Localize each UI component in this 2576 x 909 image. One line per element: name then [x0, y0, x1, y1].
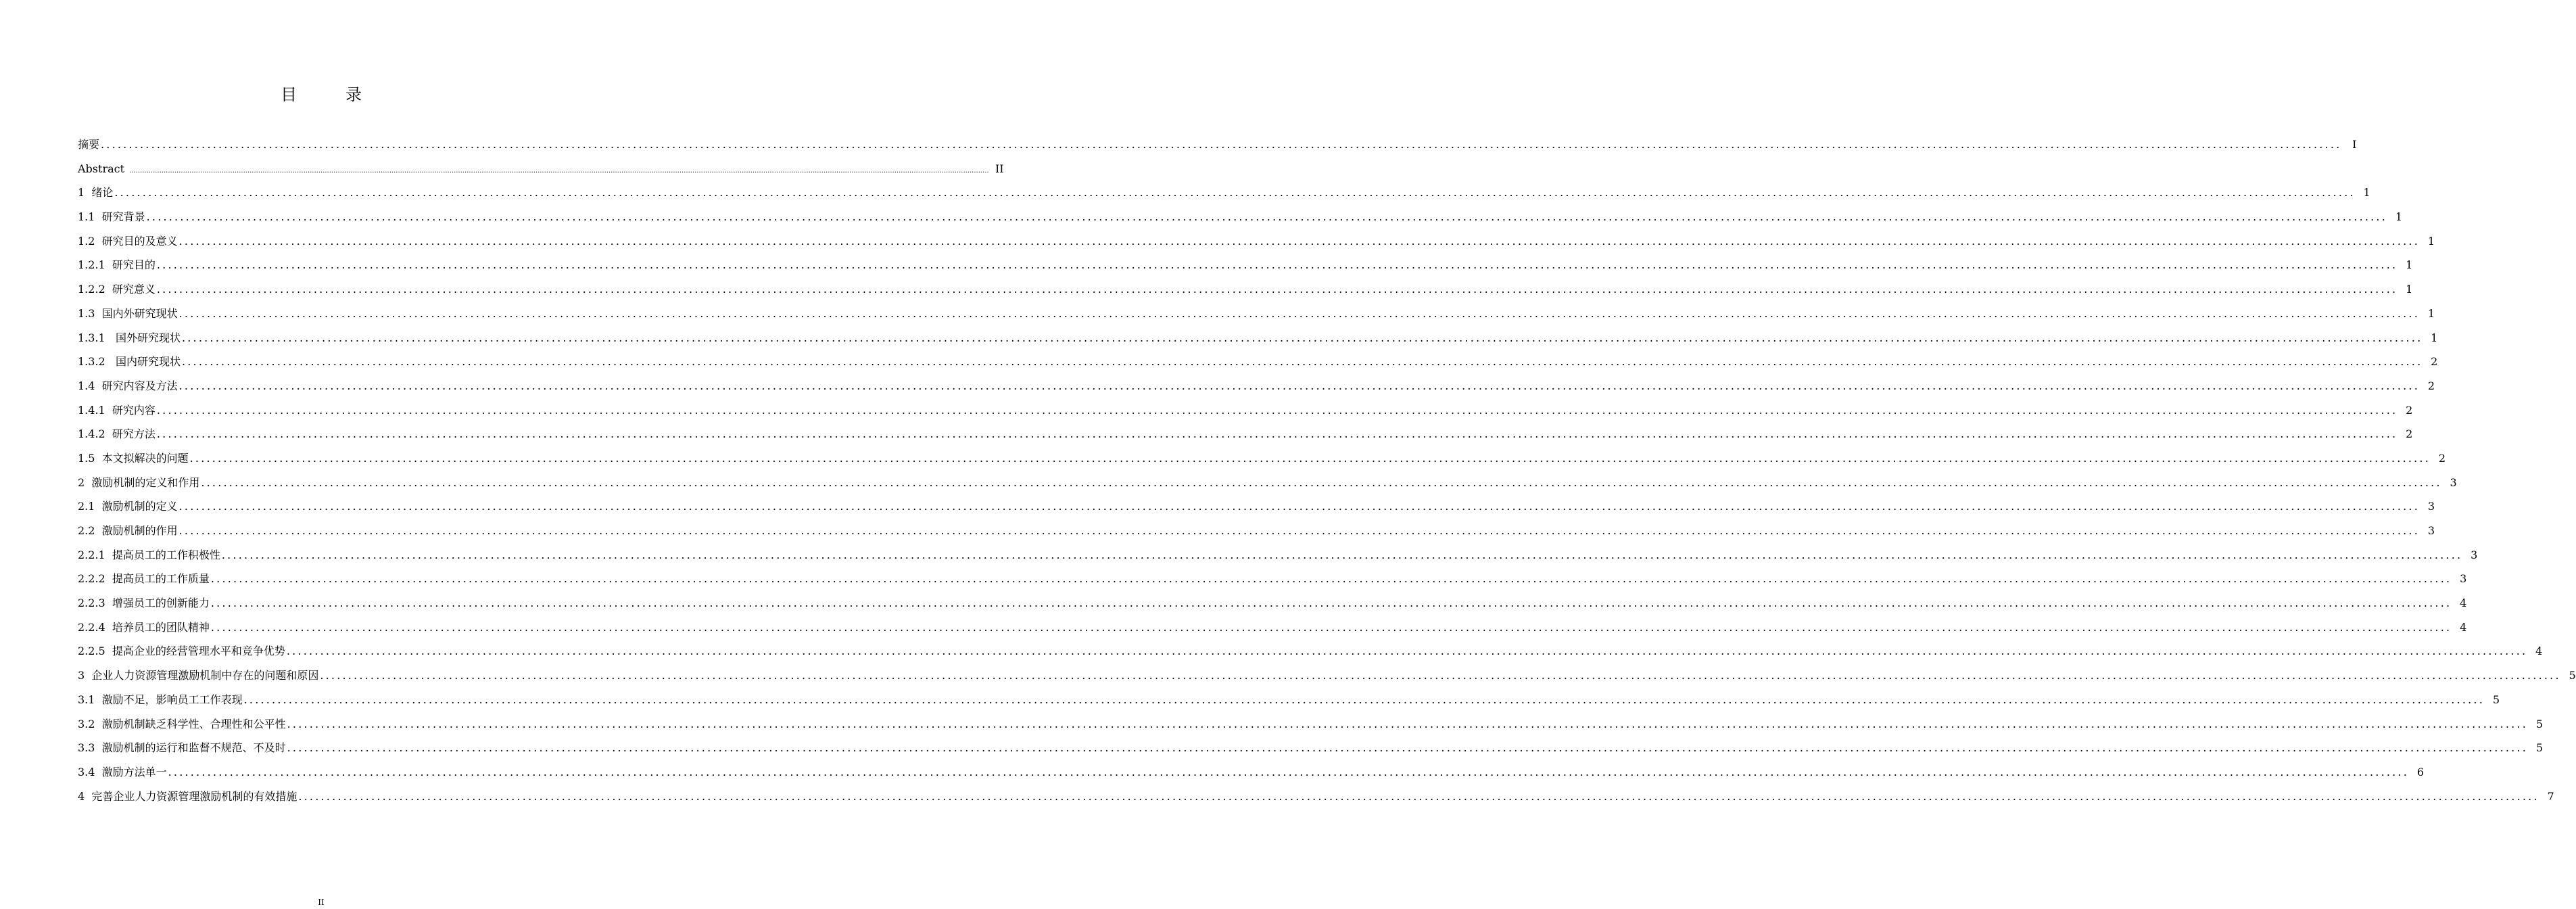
toc-entry-label: 2.2.5 提高企业的经营管理水平和竞争优势 — [78, 645, 285, 658]
toc-entry-page: 7 — [2547, 789, 2554, 803]
toc-entry-page: 2 — [2438, 451, 2446, 465]
toc-entry[interactable] — [78, 422, 2413, 446]
toc-dot-leader: ................................................................................................................................................................................................................................................................................................................................................................................................................ — [156, 403, 2398, 417]
toc-entry-label: 3 企业人力资源管理激励机制中存在的问题和原因 — [78, 669, 319, 682]
toc-entry-label: 2 激励机制的定义和作用 — [78, 475, 200, 489]
toc-entry-label: 2.2.4 培养员工的团队精神 — [78, 620, 210, 634]
toc-entry[interactable] — [78, 277, 2413, 302]
toc-entry-page: 2 — [2406, 403, 2413, 417]
toc-entry-page: 4 — [2460, 597, 2467, 610]
toc-entry-page: 1 — [2406, 258, 2413, 272]
toc-dot-leader: ................................................................................................................................................................................................................................................................................................................................................................................................................ — [114, 186, 2356, 200]
toc-entry-label: 2.2 激励机制的作用 — [78, 524, 178, 537]
table-of-contents — [78, 133, 2576, 808]
toc-entry[interactable] — [78, 639, 2543, 663]
toc-entry-label: 1.4.1 研究内容 — [78, 403, 156, 417]
toc-entry[interactable] — [78, 736, 2543, 760]
toc-entry-page: I — [2352, 138, 2357, 151]
toc-dot-leader: ................................................................................................................................................................................................................................................................................................................................................................................................................ — [287, 717, 2528, 730]
toc-entry[interactable] — [78, 133, 2357, 157]
toc-dot-leader: ................................................................................................................................................................................................................................................................................................................................................................................................................ — [178, 500, 2420, 513]
toc-dot-leader: ................................................................................................................................................................................................................................................................................................................................................................................................................ — [101, 138, 2342, 151]
toc-entry-page: 1 — [2427, 234, 2435, 248]
toc-entry[interactable] — [78, 712, 2543, 737]
toc-dot-leader: ................................................................................................................................................................................................................................................................................................................................................................................................................ — [320, 669, 2561, 682]
toc-dot-leader: ................................................................................................................................................................................................................................................................................................................................................................................................................ — [210, 620, 2452, 634]
toc-dot-leader: ................................................................................................................................................................................................................................................................................................................................................................................................................ — [178, 306, 2420, 320]
toc-entry-page: 5 — [2492, 693, 2500, 706]
toc-entry-label: 2.1 激励机制的定义 — [78, 500, 178, 513]
toc-entry-page: 2 — [2406, 427, 2413, 441]
toc-dot-leader: ................................................................................................................................................................................................................................................................................................................................................................................................................ — [129, 166, 989, 174]
toc-entry-page: 1 — [2363, 186, 2370, 200]
toc-entry[interactable] — [78, 446, 2446, 471]
toc-entry-label: Abstract — [78, 162, 128, 175]
toc-entry[interactable] — [78, 229, 2435, 254]
toc-entry-page: 3 — [2427, 524, 2435, 537]
toc-entry-label: 1.2 研究目的及意义 — [78, 234, 178, 248]
toc-dot-leader: ................................................................................................................................................................................................................................................................................................................................................................................................................ — [156, 427, 2398, 441]
toc-entry[interactable] — [78, 302, 2435, 326]
toc-entry-label: 1.3.1 国外研究现状 — [78, 331, 181, 344]
toc-dot-leader: ................................................................................................................................................................................................................................................................................................................................................................................................................ — [178, 234, 2420, 248]
toc-entry-label: 3.4 激励方法单一 — [78, 765, 167, 778]
toc-dot-leader: ................................................................................................................................................................................................................................................................................................................................................................................................................ — [178, 379, 2420, 392]
toc-entry[interactable] — [78, 157, 1004, 181]
toc-entry-label: 2.2.3 增强员工的创新能力 — [78, 597, 210, 610]
toc-entry[interactable] — [78, 374, 2435, 398]
toc-entry-page: 1 — [2427, 306, 2435, 320]
toc-entry-label: 1.2.2 研究意义 — [78, 283, 156, 296]
toc-entry-label: 1 绪论 — [78, 186, 114, 200]
toc-dot-leader: ................................................................................................................................................................................................................................................................................................................................................................................................................ — [287, 741, 2528, 755]
toc-entry-page: 6 — [2416, 765, 2424, 778]
toc-entry[interactable] — [78, 663, 2576, 688]
toc-entry-page: 3 — [2460, 572, 2467, 586]
toc-entry-page: 3 — [2450, 475, 2457, 489]
footer-page-number: II — [318, 898, 325, 907]
toc-entry-page: 1 — [2395, 210, 2402, 224]
toc-entry-page: 3 — [2471, 548, 2478, 561]
toc-entry[interactable] — [78, 615, 2467, 640]
toc-entry[interactable] — [78, 567, 2467, 591]
toc-entry-page: 4 — [2460, 620, 2467, 634]
toc-entry[interactable] — [78, 181, 2370, 205]
toc-entry[interactable] — [78, 785, 2554, 809]
toc-entry-label: 3.1 激励不足，影响员工工作表现 — [78, 693, 243, 706]
toc-entry-label: 1.2.1 研究目的 — [78, 258, 156, 272]
toc-entry[interactable] — [78, 398, 2413, 423]
toc-entry[interactable] — [78, 519, 2435, 543]
toc-entry-label: 1.3 国内外研究现状 — [78, 306, 178, 320]
toc-entry[interactable] — [78, 205, 2402, 229]
toc-entry[interactable] — [78, 760, 2424, 785]
toc-dot-leader: ................................................................................................................................................................................................................................................................................................................................................................................................................ — [298, 789, 2539, 803]
toc-entry[interactable] — [78, 494, 2435, 519]
toc-dot-leader: ................................................................................................................................................................................................................................................................................................................................................................................................................ — [189, 451, 2431, 465]
toc-dot-leader: ................................................................................................................................................................................................................................................................................................................................................................................................................ — [201, 475, 2442, 489]
toc-entry[interactable] — [78, 471, 2457, 495]
toc-entry-page: 1 — [2406, 283, 2413, 296]
toc-entry[interactable] — [78, 350, 2438, 374]
toc-entry-label: 1.4.2 研究方法 — [78, 427, 156, 441]
toc-dot-leader: ................................................................................................................................................................................................................................................................................................................................................................................................................ — [210, 597, 2452, 610]
toc-entry-label: 1.5 本文拟解决的问题 — [78, 451, 189, 465]
toc-entry-label: 2.2.1 提高员工的工作积极性 — [78, 548, 220, 561]
toc-entry-label: 1.3.2 国内研究现状 — [78, 355, 181, 369]
toc-entry-page: 3 — [2427, 500, 2435, 513]
toc-entry[interactable] — [78, 253, 2413, 277]
toc-entry-label: 4 完善企业人力资源管理激励机制的有效措施 — [78, 789, 297, 803]
toc-entry[interactable] — [78, 326, 2438, 350]
toc-entry-label: 1.1 研究背景 — [78, 210, 145, 224]
toc-entry-page: 2 — [2431, 355, 2438, 369]
toc-entry-page: 4 — [2535, 645, 2543, 658]
toc-dot-leader: ................................................................................................................................................................................................................................................................................................................................................................................................................ — [156, 258, 2398, 272]
toc-entry-page: II — [995, 162, 1004, 175]
toc-dot-leader: ................................................................................................................................................................................................................................................................................................................................................................................................................ — [286, 645, 2528, 658]
toc-dot-leader: ................................................................................................................................................................................................................................................................................................................................................................................................................ — [181, 331, 2423, 344]
toc-entry[interactable] — [78, 543, 2478, 567]
toc-dot-leader: ................................................................................................................................................................................................................................................................................................................................................................................................................ — [181, 355, 2423, 369]
toc-entry-label: 2.2.2 提高员工的工作质量 — [78, 572, 210, 586]
toc-entry-label: 3.3 激励机制的运行和监督不规范、不及时 — [78, 741, 286, 755]
toc-dot-leader: ................................................................................................................................................................................................................................................................................................................................................................................................................ — [243, 693, 2485, 706]
toc-dot-leader: ................................................................................................................................................................................................................................................................................................................................................................................................................ — [168, 765, 2409, 778]
toc-entry[interactable] — [78, 591, 2467, 615]
toc-entry-label: 3.2 激励机制缺乏科学性、合理性和公平性 — [78, 717, 286, 730]
toc-dot-leader: ................................................................................................................................................................................................................................................................................................................................................................................................................ — [146, 210, 2387, 224]
toc-entry-page: 1 — [2431, 331, 2438, 344]
toc-dot-leader: ................................................................................................................................................................................................................................................................................................................................................................................................................ — [210, 572, 2452, 586]
toc-entry-label: 摘要 — [78, 138, 100, 151]
toc-entry-page: 5 — [2535, 741, 2543, 755]
toc-entry-page: 5 — [2569, 669, 2576, 682]
toc-entry[interactable] — [78, 688, 2500, 712]
toc-entry-page: 5 — [2535, 717, 2543, 730]
toc-title: 目 录 — [281, 85, 378, 104]
toc-dot-leader: ................................................................................................................................................................................................................................................................................................................................................................................................................ — [178, 524, 2420, 537]
toc-entry-page: 2 — [2427, 379, 2435, 392]
toc-dot-leader: ................................................................................................................................................................................................................................................................................................................................................................................................................ — [156, 283, 2398, 296]
toc-entry-label: 1.4 研究内容及方法 — [78, 379, 178, 392]
toc-dot-leader: ................................................................................................................................................................................................................................................................................................................................................................................................................ — [221, 548, 2463, 561]
